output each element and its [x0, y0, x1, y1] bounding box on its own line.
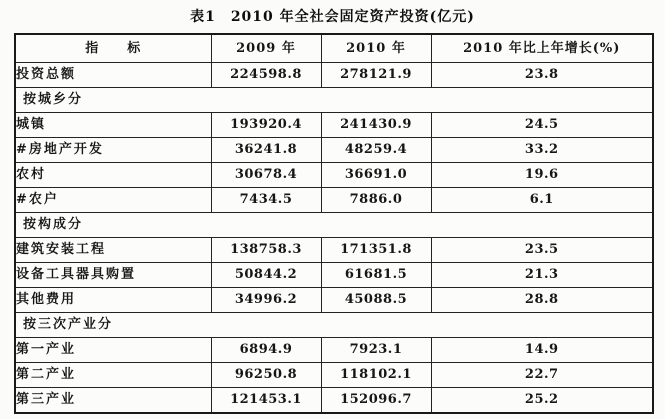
- section-row: [15, 313, 653, 338]
- value-2010-cell: 171351.8: [321, 238, 431, 263]
- growth-cell: 28.8: [431, 288, 653, 313]
- table-row: [15, 163, 653, 188]
- growth-cell: 14.9: [431, 338, 653, 363]
- value-2010-cell: 45088.5: [321, 288, 431, 313]
- indicator-cell: 第二产业: [15, 363, 211, 388]
- indicator-cell: 设备工具器具购置: [15, 263, 211, 288]
- table-row: [15, 388, 653, 414]
- indicator-cell: 城镇: [15, 113, 211, 138]
- indicator-cell: 农村: [15, 163, 211, 188]
- value-2010-cell: 36691.0: [321, 163, 431, 188]
- indicator-cell: 投资总额: [15, 63, 211, 88]
- growth-cell: 33.2: [431, 138, 653, 163]
- col-header-2010: 2010 年: [321, 34, 431, 63]
- table-row: [15, 188, 653, 213]
- section-label: 按城乡分: [15, 88, 653, 113]
- value-2010-cell: 278121.9: [321, 63, 431, 88]
- table-row: [15, 113, 653, 138]
- table-row: [15, 63, 653, 88]
- section-row: [15, 88, 653, 113]
- indicator-cell: 第三产业: [15, 388, 211, 414]
- section-label: 按三次产业分: [15, 313, 653, 338]
- table-row: [15, 363, 653, 388]
- value-2009-cell: 96250.8: [211, 363, 321, 388]
- table-row: [15, 288, 653, 313]
- growth-cell: 23.5: [431, 238, 653, 263]
- growth-cell: 19.6: [431, 163, 653, 188]
- value-2010-cell: 241430.9: [321, 113, 431, 138]
- table-row: [15, 338, 653, 363]
- col-header-growth: 2010 年比上年增长(%): [431, 34, 653, 63]
- indicator-cell: 其他费用: [15, 288, 211, 313]
- growth-cell: 22.7: [431, 363, 653, 388]
- value-2010-cell: 152096.7: [321, 388, 431, 414]
- value-2009-cell: 36241.8: [211, 138, 321, 163]
- section-label: 按构成分: [15, 213, 653, 238]
- col-header-indicator: 指 标: [15, 34, 211, 63]
- growth-cell: 23.8: [431, 63, 653, 88]
- section-row: [15, 213, 653, 238]
- indicator-cell: 第一产业: [15, 338, 211, 363]
- value-2010-cell: 48259.4: [321, 138, 431, 163]
- table-row: [15, 138, 653, 163]
- table-row: [15, 263, 653, 288]
- value-2009-cell: 121453.1: [211, 388, 321, 414]
- indicator-cell: 建筑安装工程: [15, 238, 211, 263]
- value-2009-cell: 34996.2: [211, 288, 321, 313]
- indicator-cell: #农户: [15, 188, 211, 213]
- value-2010-cell: 7886.0: [321, 188, 431, 213]
- table-row: [15, 238, 653, 263]
- indicator-cell: #房地产开发: [15, 138, 211, 163]
- value-2010-cell: 7923.1: [321, 338, 431, 363]
- growth-cell: 21.3: [431, 263, 653, 288]
- page-title: 表1 2010 年全社会固定资产投资(亿元): [190, 9, 475, 25]
- value-2009-cell: 193920.4: [211, 113, 321, 138]
- value-2010-cell: 61681.5: [321, 263, 431, 288]
- growth-cell: 25.2: [431, 388, 653, 414]
- col-header-2009: 2009 年: [211, 34, 321, 63]
- value-2009-cell: 138758.3: [211, 238, 321, 263]
- growth-cell: 6.1: [431, 188, 653, 213]
- value-2009-cell: 30678.4: [211, 163, 321, 188]
- value-2010-cell: 118102.1: [321, 363, 431, 388]
- investment-table: [14, 33, 654, 414]
- value-2009-cell: 224598.8: [211, 63, 321, 88]
- growth-cell: 24.5: [431, 113, 653, 138]
- table-header-row: [15, 34, 653, 63]
- value-2009-cell: 50844.2: [211, 263, 321, 288]
- value-2009-cell: 6894.9: [211, 338, 321, 363]
- value-2009-cell: 7434.5: [211, 188, 321, 213]
- table-body: [15, 63, 653, 414]
